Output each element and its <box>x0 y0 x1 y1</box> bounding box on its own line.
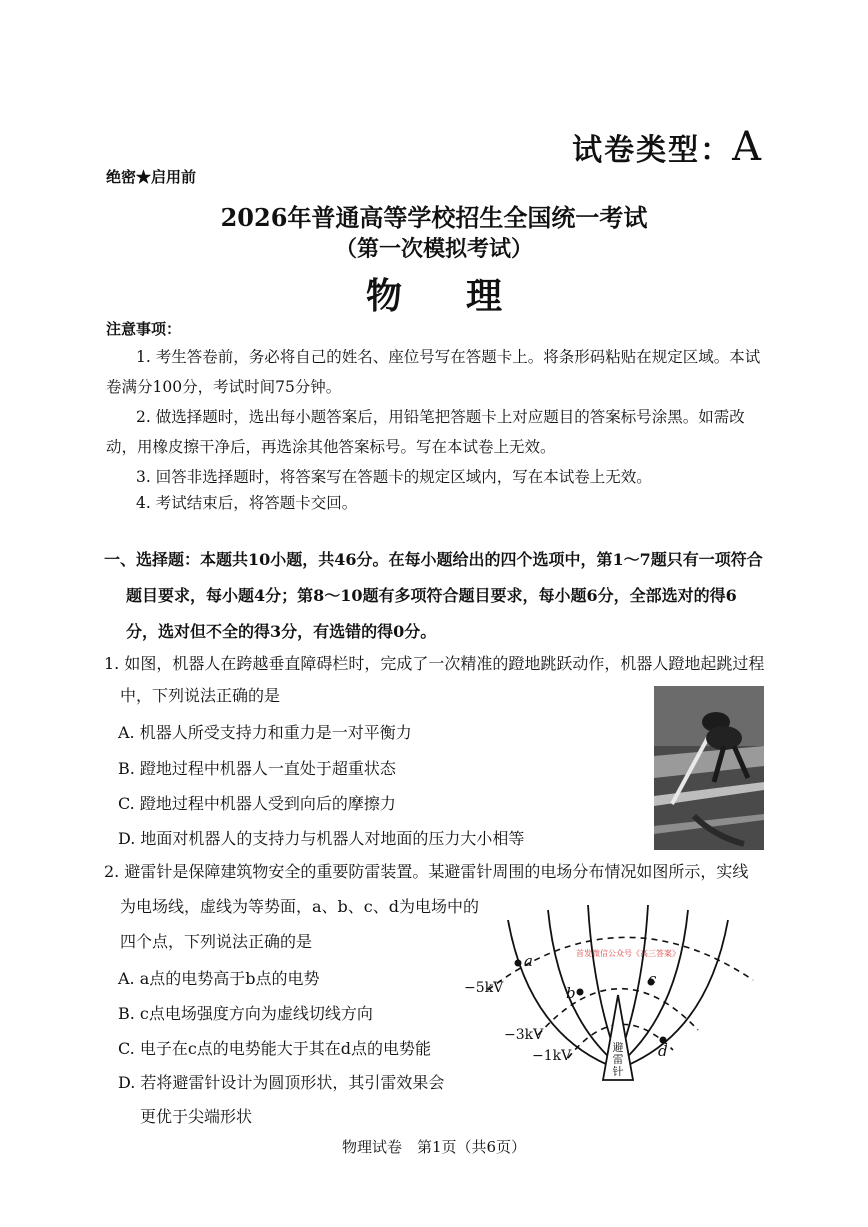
note-1: 1. 考生答卷前，务必将自己的姓名、座位号写在答题卡上。将条形码粘贴在规定区域。本试卷满分100分，考试时间75分钟。 <box>106 348 761 396</box>
q2-option-c: C. 电子在c点的电势能大于其在d点的电势能 <box>118 1039 432 1058</box>
section-heading-line-2: 题目要求，每小题4分；第8～10题有多项符合题目要求，每小题6分，全部选对的得6 <box>126 586 737 605</box>
rod-label-char-3: 针 <box>612 1065 624 1078</box>
point-c-label: c <box>648 970 657 988</box>
watermark: 首发微信公众号《高三答案》 <box>576 949 680 958</box>
q1-option-d: D. 地面对机器人的支持力与机器人对地面的压力大小相等 <box>118 829 525 848</box>
q2-stem-line-1: 2. 避雷针是保障建筑物安全的重要防雷装置。某避雷针周围的电场分布情况如图所示，实线 <box>104 862 749 881</box>
robot-photo-graphic <box>654 686 764 850</box>
secret-label: 绝密★启用前 <box>106 168 197 186</box>
potential-label-3kv: −3kV <box>504 1027 544 1043</box>
paper-type-label: 试卷类型： <box>572 133 733 168</box>
q2-option-a: A. a点的电势高于b点的电势 <box>118 969 320 988</box>
point-d-label: d <box>658 1042 668 1060</box>
rod-label-char-2: 雷 <box>612 1053 624 1066</box>
subject-title: 物理 <box>365 275 566 317</box>
section-heading-line-1: 一、选择题：本题共10小题，共46分。在每小题给出的四个选项中，第1～7题只有一项符合 <box>104 550 763 569</box>
point-a-label: a <box>524 952 533 970</box>
note-3: 3. 回答非选择题时，将答案写在答题卡的规定区域内，写在本试卷上无效。 <box>136 468 652 486</box>
robot-photo <box>654 686 764 850</box>
potential-label-1kv: −1kV <box>532 1048 572 1064</box>
exam-title: 2026年普通高等学校招生全国统一考试 <box>220 203 648 232</box>
page-footer: 物理试卷 第1页（共6页） <box>341 1138 527 1156</box>
q2-option-d-continued: 更优于尖端形状 <box>140 1107 253 1126</box>
notes-heading: 注意事项： <box>106 320 182 338</box>
note-2: 2. 做选择题时，选出每小题答案后，用铅笔把答题卡上对应题目的答案标号涂黑。如需改动，用橡皮擦干净后，再选涂其他答案标号。写在本试卷上无效。 <box>106 408 745 456</box>
q1-option-a: A. 机器人所受支持力和重力是一对平衡力 <box>118 723 412 742</box>
q1-stem-line-2: 中，下列说法正确的是 <box>120 686 281 705</box>
point-b-label: b <box>566 984 576 1002</box>
q1-stem-line-1: 1. 如图，机器人在跨越垂直障碍栏时，完成了一次精准的蹬地跳跃动作，机器人蹬地起跳过程 <box>104 654 765 673</box>
q1-option-c: C. 蹬地过程中机器人受到向后的摩擦力 <box>118 794 396 813</box>
exam-subtitle: （第一次模拟考试） <box>334 236 533 262</box>
q2-option-b: B. c点电场强度方向为虚线切线方向 <box>118 1004 373 1023</box>
q2-option-d: D. 若将避雷针设计为圆顶形状，其引雷效果会 <box>118 1073 445 1092</box>
q2-stem-line-2: 为电场线，虚线为等势面，a、b、c、d为电场中的 <box>120 897 479 916</box>
q1-option-b: B. 蹬地过程中机器人一直处于超重状态 <box>118 759 396 778</box>
potential-label-5kv: −5kV <box>464 980 504 996</box>
section-heading-line-3: 分，选对但不全的得3分，有选错的得0分。 <box>126 622 437 641</box>
q2-stem-line-3: 四个点，下列说法正确的是 <box>120 932 313 951</box>
rod-label-char-1: 避 <box>612 1041 624 1054</box>
section-heading <box>104 542 772 650</box>
rod-label <box>611 1042 625 1078</box>
paper-type <box>572 124 763 170</box>
paper-type-letter: A <box>732 124 763 170</box>
field-diagram <box>458 900 770 1100</box>
note-4: 4. 考试结束后，将答题卡交回。 <box>136 494 358 512</box>
